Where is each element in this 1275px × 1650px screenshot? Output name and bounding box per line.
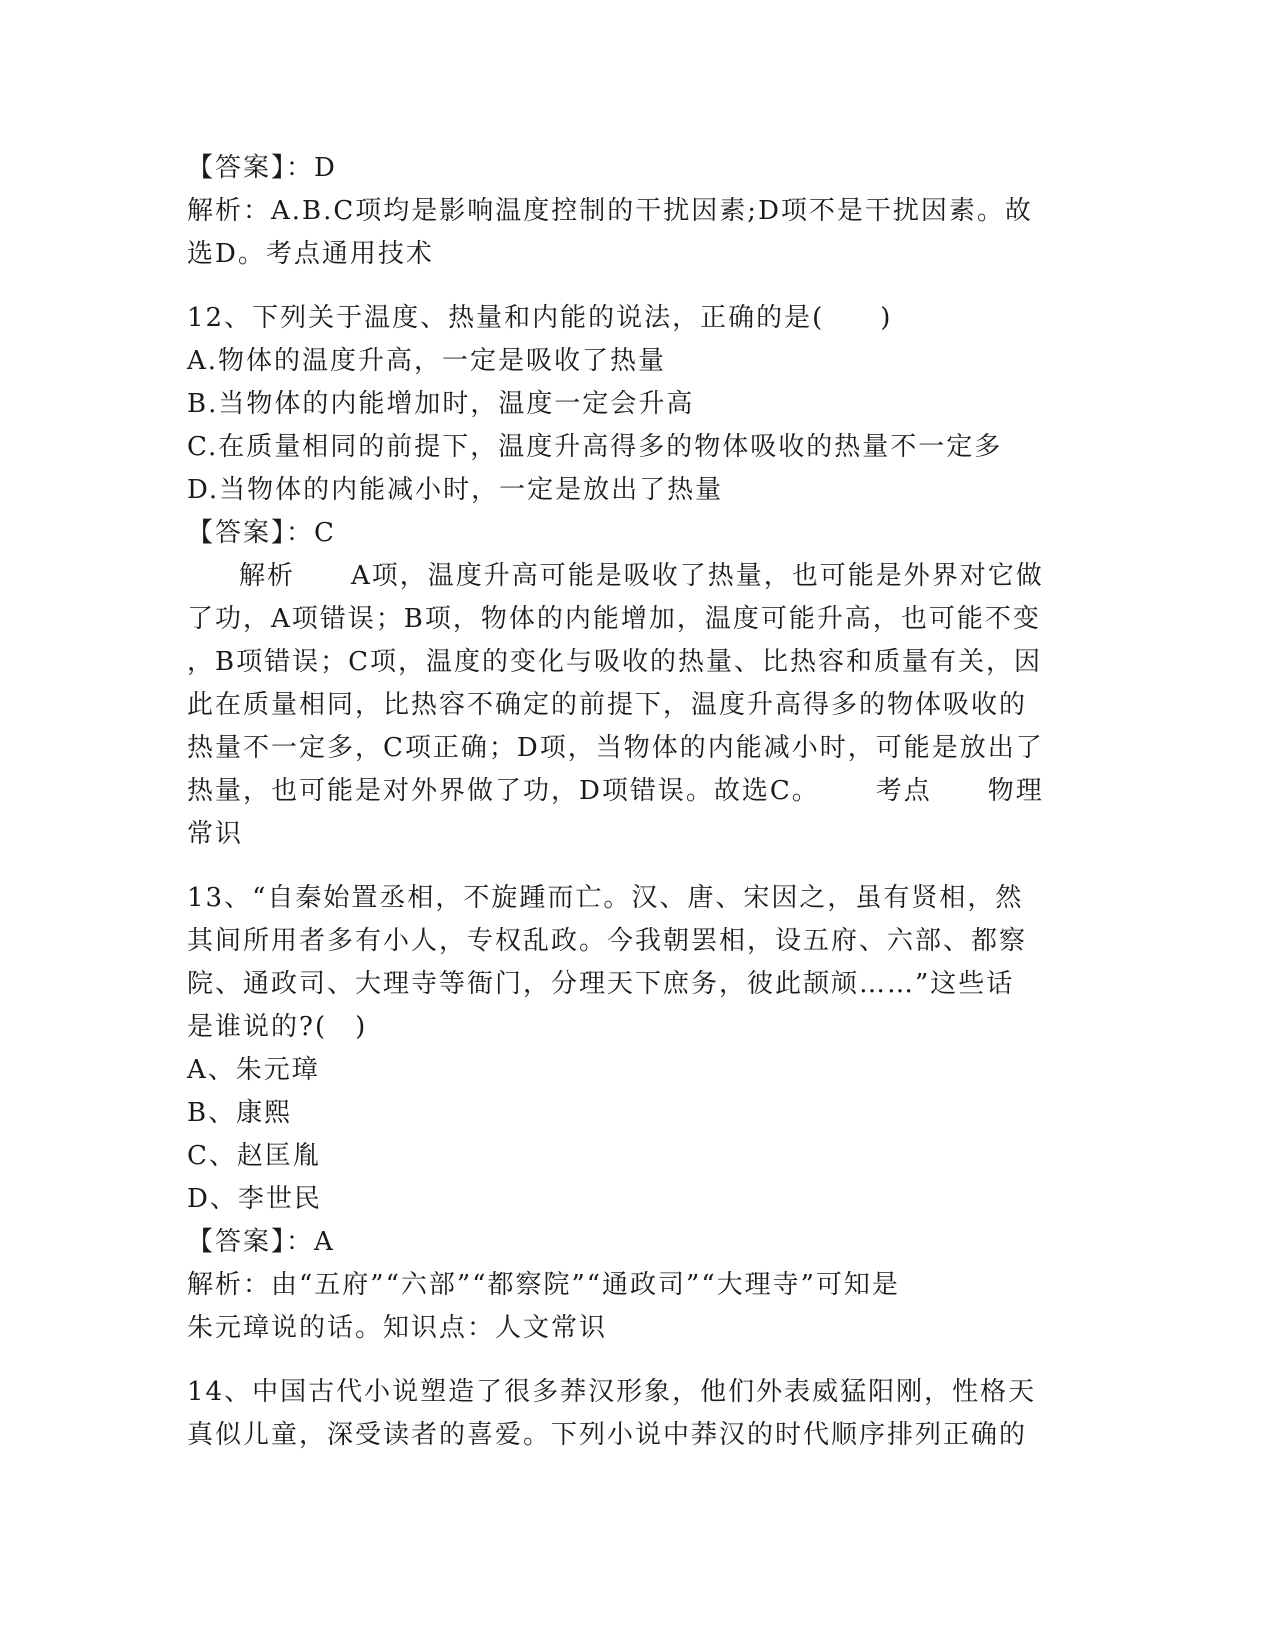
- q12-analysis-line-6: [187, 770, 1067, 813]
- q13-stem-line-1: 13、“自秦始置丞相，不旋踵而亡。汉、唐、宋因之，虽有贤相，然: [187, 883, 1024, 913]
- q13-analysis-line-2: 朱元璋说的话。知识点：人文常识: [187, 1313, 608, 1343]
- q14-stem-line-1: 14、中国古代小说塑造了很多莽汉形象，他们外表威猛阳刚，性格天: [187, 1377, 1037, 1407]
- q12-analysis-end: 热量，也可能是对外界做了功，D项错误。故选C。: [187, 776, 820, 806]
- q12-analysis-line-2: 了功，A项错误；B项，物体的内能增加，温度可能升高，也可能不变: [187, 604, 1041, 634]
- q12-analysis-label: 解析: [239, 561, 296, 591]
- q12-stem: 12、下列关于温度、热量和内能的说法，正确的是( ): [187, 303, 893, 333]
- q12-analysis-first: A项，温度升高可能是吸收了热量，也可能是外界对它做: [351, 561, 1044, 591]
- q12-option-a: A.物体的温度升高，一定是吸收了热量: [187, 346, 667, 376]
- q12-analysis-line-5: 热量不一定多，C项正确；D项，当物体的内能减小时，可能是放出了: [187, 733, 1044, 763]
- q12-analysis-line-1: [187, 555, 1067, 598]
- paragraph-gap: [187, 276, 1067, 297]
- q13-stem-line-3: 院、通政司、大理寺等衙门，分理天下庶务，彼此颉颃……”这些话: [187, 969, 1015, 999]
- q11-answer: 【答案】：D: [187, 153, 337, 183]
- q11-analysis-line-2: 选D。考点通用技术: [187, 239, 434, 269]
- q14-stem-line-2: 真似儿童，深受读者的喜爱。下列小说中莽汉的时代顺序排列正确的: [187, 1420, 1028, 1450]
- q13-option-a: A、朱元璋: [187, 1055, 320, 1085]
- paragraph-gap: [187, 856, 1067, 877]
- q12-option-d: D.当物体的内能减小时，一定是放出了热量: [187, 475, 724, 505]
- q12-option-b: B.当物体的内能增加时，温度一定会升高: [187, 389, 695, 419]
- q13-analysis-line-1: 解析：由“五府”“六部”“都察院”“通政司”“大理寺”可知是: [187, 1270, 900, 1300]
- document-body: [187, 147, 1067, 1457]
- q12-topic-label: 考点: [875, 776, 932, 806]
- q12-analysis-line-3: ，B项错误；C项，温度的变化与吸收的热量、比热容和质量有关，因: [187, 647, 1043, 677]
- q13-stem-line-4: 是谁说的?( ): [187, 1012, 368, 1042]
- q13-option-d: D、李世民: [187, 1184, 322, 1214]
- q12-topic-tail: 常识: [187, 819, 244, 849]
- q13-answer: 【答案】：A: [187, 1227, 335, 1257]
- q12-option-c: C.在质量相同的前提下，温度升高得多的物体吸收的热量不一定多: [187, 432, 1003, 462]
- q12-analysis-line-4: 此在质量相同，比热容不确定的前提下，温度升高得多的物体吸收的: [187, 690, 1028, 720]
- q12-topic-value: 物理: [987, 776, 1044, 806]
- q11-analysis-line-1: 解析：A.B.C项均是影响温度控制的干扰因素;D项不是干扰因素。故: [187, 196, 1033, 226]
- q12-answer: 【答案】：C: [187, 518, 336, 548]
- paragraph-gap: [187, 1350, 1067, 1371]
- q13-option-b: B、康熙: [187, 1098, 293, 1128]
- q13-option-c: C、赵匡胤: [187, 1141, 321, 1171]
- q13-stem-line-2: 其间所用者多有小人，专权乱政。今我朝罢相，设五府、六部、都察: [187, 926, 1028, 956]
